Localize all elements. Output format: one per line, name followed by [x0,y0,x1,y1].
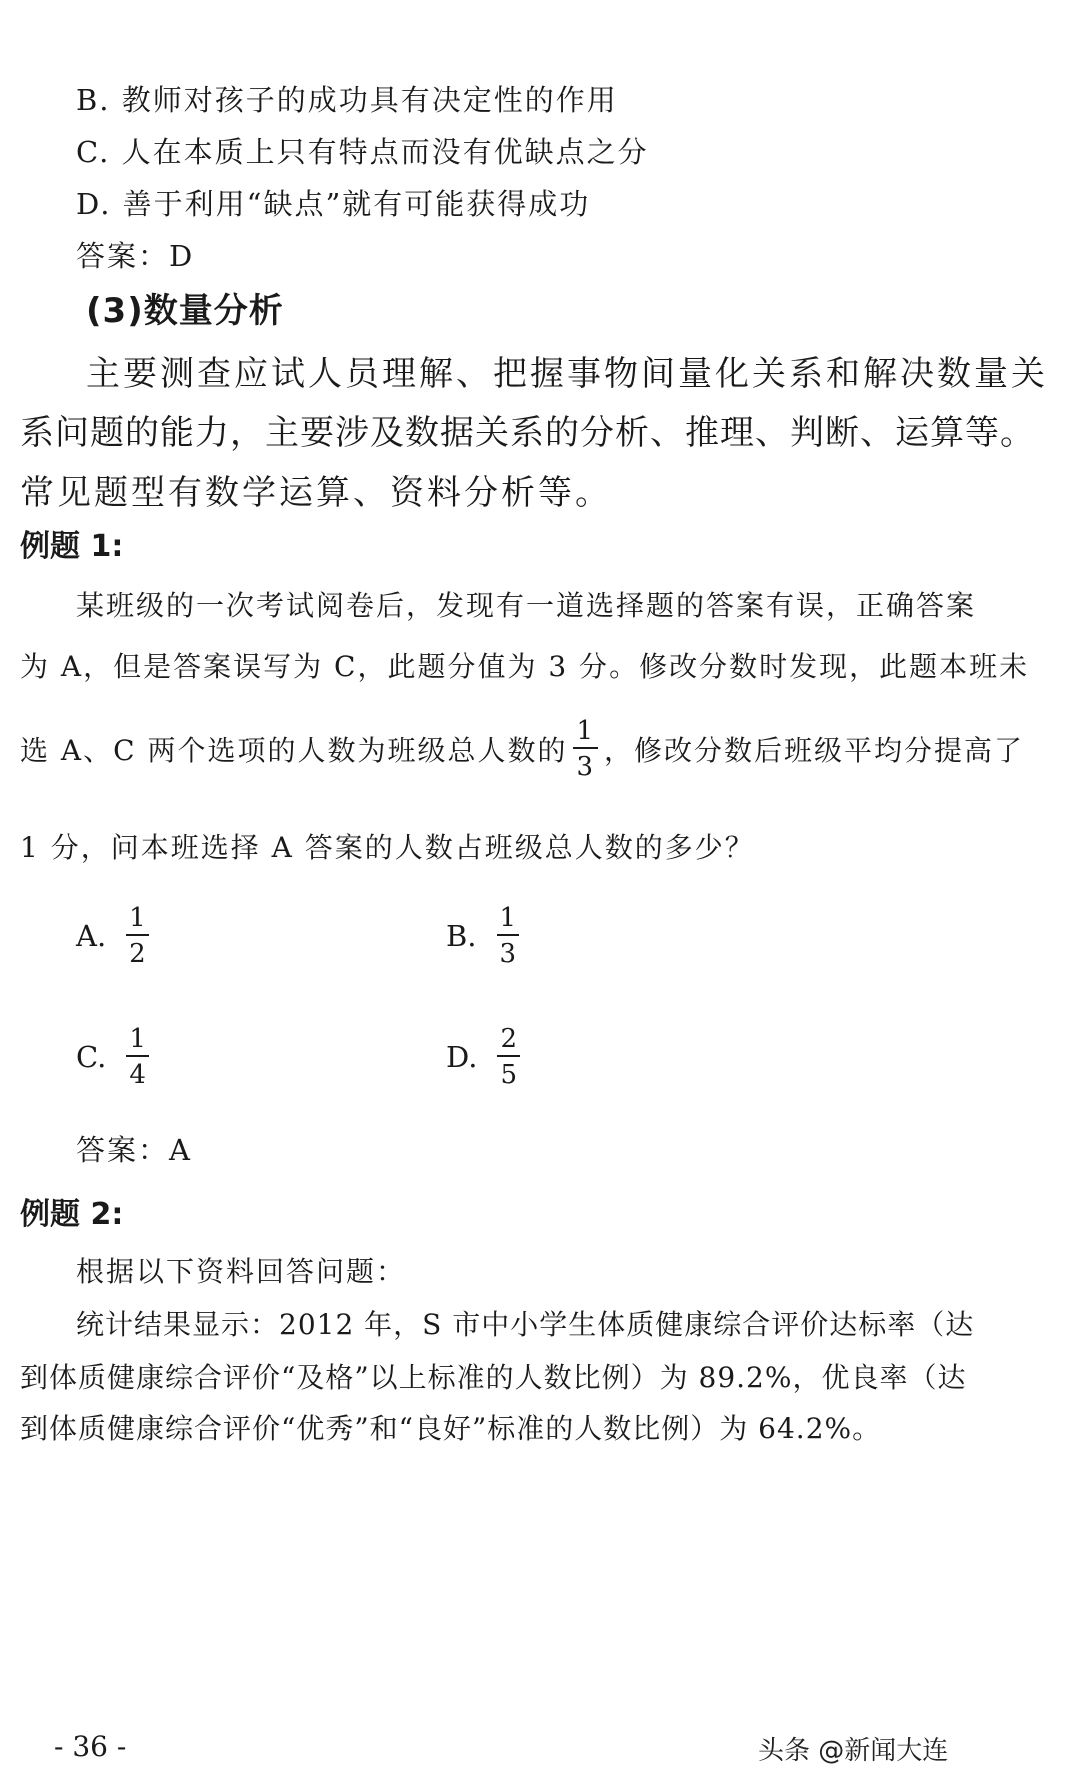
choice-c [76,1026,155,1088]
choice-fraction [126,905,149,967]
choice-a [76,905,155,967]
example-1-heading: 例题 1: [20,529,124,564]
choice-fraction [497,1026,520,1088]
page-number: - 36 - [54,1730,127,1763]
answer-previous: 答案：D [76,239,195,273]
choice-letter: D. [446,1039,478,1074]
option-c: C. 人在本质上只有特点而没有优缺点之分 [76,135,649,169]
option-d: D. 善于利用“缺点”就有可能获得成功 [76,187,591,221]
section-heading: (3)数量分析 [86,291,284,331]
section-paragraph-line-3: 常见题型有数学运算、资料分析等。 [20,473,612,513]
example-1-line-4: 1 分，问本班选择 A 答案的人数占班级总人数的多少？ [20,831,755,864]
choice-letter: B. [446,918,477,953]
answer-example-1: 答案：A [76,1133,192,1167]
example-2-line-2: 到体质健康综合评价“及格”以上标准的人数比例）为 89.2%，优良率（达 [20,1361,967,1394]
fraction-numerator: 1 [576,716,595,746]
choice-b [446,905,525,967]
section-paragraph-line-2: 系问题的能力，主要涉及数据关系的分析、推理、判断、运算等。 [20,413,1035,453]
choice-fraction [126,1026,149,1088]
example-2-line-1: 统计结果显示：2012 年，S 市中小学生体质健康综合评价达标率（达 [76,1308,975,1341]
example-1-line-3-post: ，修改分数后班级平均分提高了 [604,733,1025,767]
fraction-denominator: 3 [499,938,517,969]
example-2-heading: 例题 2: [20,1197,124,1232]
example-1-line-1: 某班级的一次考试阅卷后，发现有一道选择题的答案有误，正确答案 [76,589,977,622]
fraction-denominator: 4 [129,1059,146,1090]
fraction-denominator: 2 [129,938,146,969]
choice-fraction [497,905,520,967]
fraction-denominator: 3 [576,751,595,782]
example-1-line-3 [20,718,1024,780]
fraction-numerator: 1 [129,903,146,933]
fraction-denominator: 5 [500,1059,517,1090]
fraction-one-third [573,718,598,780]
choice-d [446,1026,526,1088]
choice-letter: C. [76,1039,107,1074]
fraction-numerator: 1 [129,1024,146,1054]
section-paragraph-line-1: 主要测查应试人员理解、把握事物间量化关系和解决数量关 [86,354,1048,394]
example-2-intro: 根据以下资料回答问题： [76,1255,407,1288]
choice-letter: A. [76,918,107,953]
fraction-numerator: 2 [500,1024,517,1054]
example-1-line-2: 为 A，但是答案误写为 C，此题分值为 3 分。修改分数时发现，此题本班未 [20,650,1030,683]
option-b: B. 教师对孩子的成功具有决定性的作用 [76,83,618,117]
example-1-line-3-pre: 选 A、C 两个选项的人数为班级总人数的 [20,733,568,767]
example-2-line-3: 到体质健康综合评价“优秀”和“良好”标准的人数比例）为 64.2%。 [20,1412,882,1445]
fraction-numerator: 1 [499,903,517,933]
watermark: 头条 @新闻大连 [758,1736,949,1766]
